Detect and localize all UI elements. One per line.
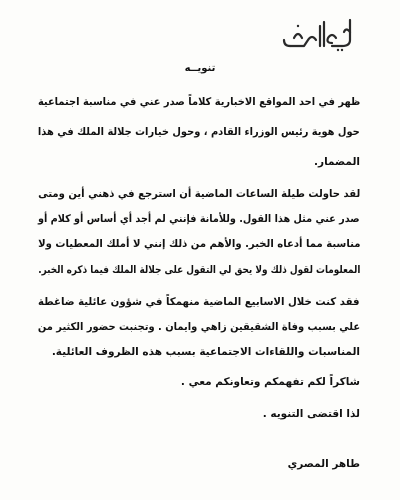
paragraph-2-line-1: لقد حاولت طيلة الساعات الماضية أن استرجع في ذهني أين ومتى [37, 188, 360, 200]
notice-title: تنويــه [184, 63, 216, 74]
paragraph-2-line-2: صدر عني مثل هذا القول. وللأمانة فإنني لم أجد أي أساس أو كلام أو [38, 213, 360, 225]
letterhead-logo [280, 10, 358, 54]
closing-notice: لذا اقتضى التنويه . [262, 408, 360, 420]
paragraph-1-line-1: ظهر في احد المواقع الاخبارية كلاماً صدر عني في مناسبة اجتماعية [37, 96, 360, 108]
signature-name: طاهر المصري [287, 458, 360, 470]
paragraph-3-line-1: فقد كنت خلال الاسابيع الماضية منهمكاً في شؤون عائلية ضاغطة [38, 296, 360, 308]
paragraph-2-line-4: المعلومات لقول ذلك ولا يحق لي التقول على جلالة الملك فيما ذكره الخبر. [37, 264, 360, 276]
paragraph-1-line-2: حول هوية رئيس الوزراء القادم ، وحول خيارات جلالة الملك في هذا [38, 126, 360, 138]
paragraph-1-line-3: المضمار. [314, 156, 360, 168]
paragraph-3-line-2: علي بسبب وفاة الشقيقين زاهي وايمان . وتجنبت حضور الكثير من [37, 321, 360, 333]
closing-thanks: شاكراً لكم تفهمكم وتعاونكم معي . [180, 376, 360, 388]
paragraph-3-line-3: المناسبات واللقاءات الاجتماعية بسبب هذه الظروف العائلية. [51, 346, 360, 358]
paragraph-2-line-3: مناسبة مما أدعاه الخبر. والأهم من ذلك إنني لا أملك المعطيات ولا [37, 238, 360, 250]
